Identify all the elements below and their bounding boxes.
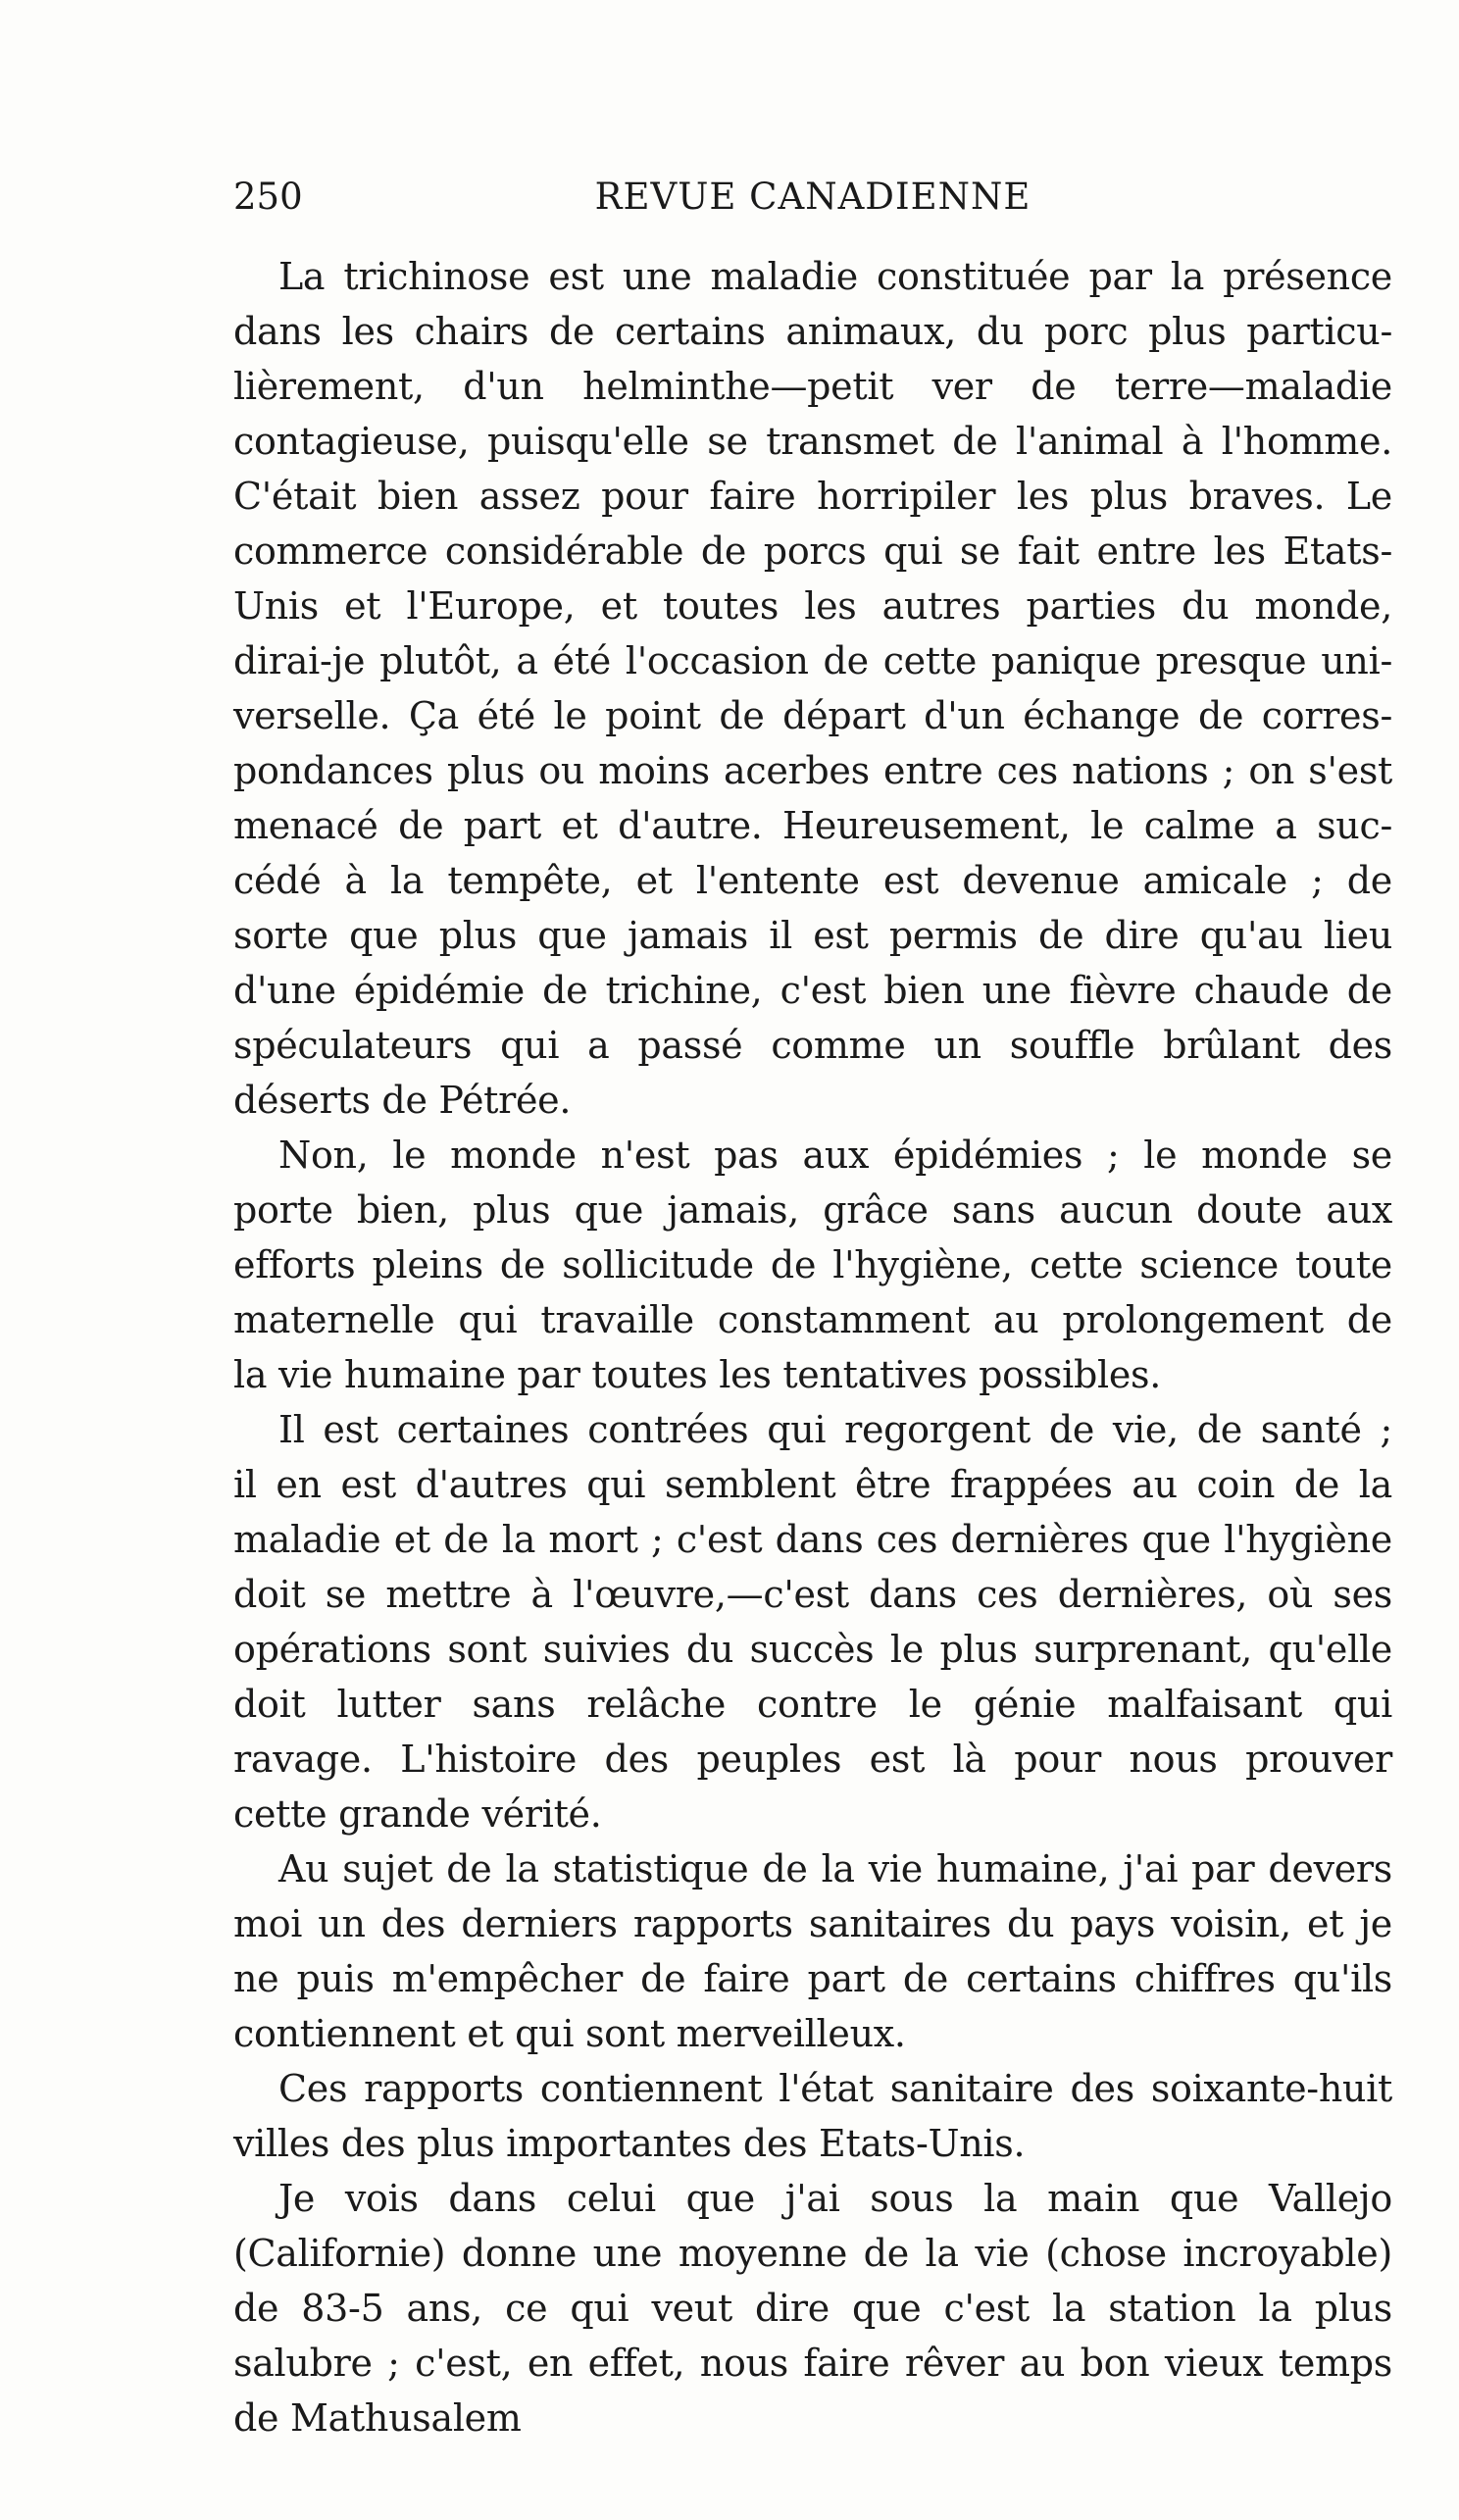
text-line: verselle. Ça été le point de départ d'un échange de corres- — [233, 694, 1392, 737]
text-line: maternelle qui travaille constamment au prolongement de — [233, 1298, 1392, 1341]
text-line: la vie humaine par toutes les tentatives possibles. — [233, 1353, 1162, 1396]
text-line: de 83-5 ans, ce qui veut dire que c'est la station la plus — [233, 2287, 1392, 2330]
text-line: Unis et l'Europe, et toutes les autres parties du monde, — [233, 584, 1392, 628]
paragraph — [233, 2171, 1392, 2445]
paragraph — [233, 1128, 1392, 1402]
text-line: cédé à la tempête, et l'entente est devenue amicale ; de — [233, 859, 1392, 902]
text-line: salubre ; c'est, en effet, nous faire rêver au bon vieux temps — [233, 2342, 1392, 2385]
text-line: maladie et de la mort ; c'est dans ces dernières que l'hygiène — [233, 1518, 1392, 1561]
paragraph — [233, 249, 1392, 1128]
text-line: commerce considérable de porcs qui se fait entre les Etats- — [233, 529, 1392, 573]
text-line: ne puis m'empêcher de faire part de certains chiffres qu'ils — [233, 1957, 1392, 2000]
page-header — [233, 173, 1392, 222]
text-line: Au sujet de la statistique de la vie humaine, j'ai par devers — [278, 1847, 1392, 1890]
text-line: doit se mettre à l'œuvre,—c'est dans ces dernières, où ses — [233, 1573, 1392, 1616]
text-line: Ces rapports contiennent l'état sanitaire des soixante-huit — [278, 2067, 1392, 2110]
text-line: il en est d'autres qui semblent être frappées au coin de la — [233, 1463, 1392, 1506]
paragraph — [233, 2061, 1392, 2171]
text-line: d'une épidémie de trichine, c'est bien une fièvre chaude de — [233, 969, 1392, 1012]
text-line: déserts de Pétrée. — [233, 1079, 572, 1122]
text-line: menacé de part et d'autre. Heureusement, le calme a suc- — [233, 804, 1392, 847]
text-line: villes des plus importantes des Etats-Unis. — [233, 2122, 1026, 2165]
page-number: 250 — [233, 176, 303, 218]
text-line: C'était bien assez pour faire horripiler les plus braves. Le — [233, 475, 1392, 518]
running-head: REVUE CANADIENNE — [594, 176, 1031, 218]
text-line: opérations sont suivies du succès le plus surprenant, qu'elle — [233, 1628, 1392, 1671]
paragraph — [233, 1841, 1392, 2061]
text-line: (Californie) donne une moyenne de la vie (chose incroyable) — [233, 2232, 1392, 2275]
text-line: Il est certaines contrées qui regorgent de vie, de santé ; — [278, 1408, 1392, 1451]
text-line: dirai-je plutôt, a été l'occasion de cette panique presque uni- — [233, 639, 1392, 682]
text-line: dans les chairs de certains animaux, du porc plus particu- — [233, 310, 1392, 353]
text-line: porte bien, plus que jamais, grâce sans aucun doute aux — [233, 1188, 1392, 1232]
text-line: sorte que plus que jamais il est permis de dire qu'au lieu — [233, 914, 1392, 957]
text-line: cette grande vérité. — [233, 1792, 602, 1836]
text-line: contiennent et qui sont merveilleux. — [233, 2012, 906, 2055]
text-line: spéculateurs qui a passé comme un souffle brûlant des — [233, 1024, 1392, 1067]
text-line: La trichinose est une maladie constituée par la présence — [278, 255, 1392, 298]
text-line: efforts pleins de sollicitude de l'hygiène, cette science toute — [233, 1243, 1392, 1286]
paragraph — [233, 1402, 1392, 1841]
text-line: Je vois dans celui que j'ai sous la main que Vallejo — [278, 2177, 1392, 2220]
text-line: contagieuse, puisqu'elle se transmet de l'animal à l'homme. — [233, 420, 1392, 463]
text-line: doit lutter sans relâche contre le génie malfaisant qui — [233, 1683, 1392, 1726]
text-line: moi un des derniers rapports sanitaires du pays voisin, et je — [233, 1902, 1392, 1945]
text-line: ravage. L'histoire des peuples est là pour nous prouver — [233, 1738, 1392, 1781]
body-text — [233, 249, 1392, 2445]
text-line: pondances plus ou moins acerbes entre ces nations ; on s'est — [233, 749, 1392, 792]
text-line: Non, le monde n'est pas aux épidémies ; le monde se — [278, 1134, 1392, 1177]
text-line: lièrement, d'un helminthe—petit ver de terre—maladie — [233, 365, 1392, 408]
text-line: de Mathusalem — [233, 2396, 522, 2440]
